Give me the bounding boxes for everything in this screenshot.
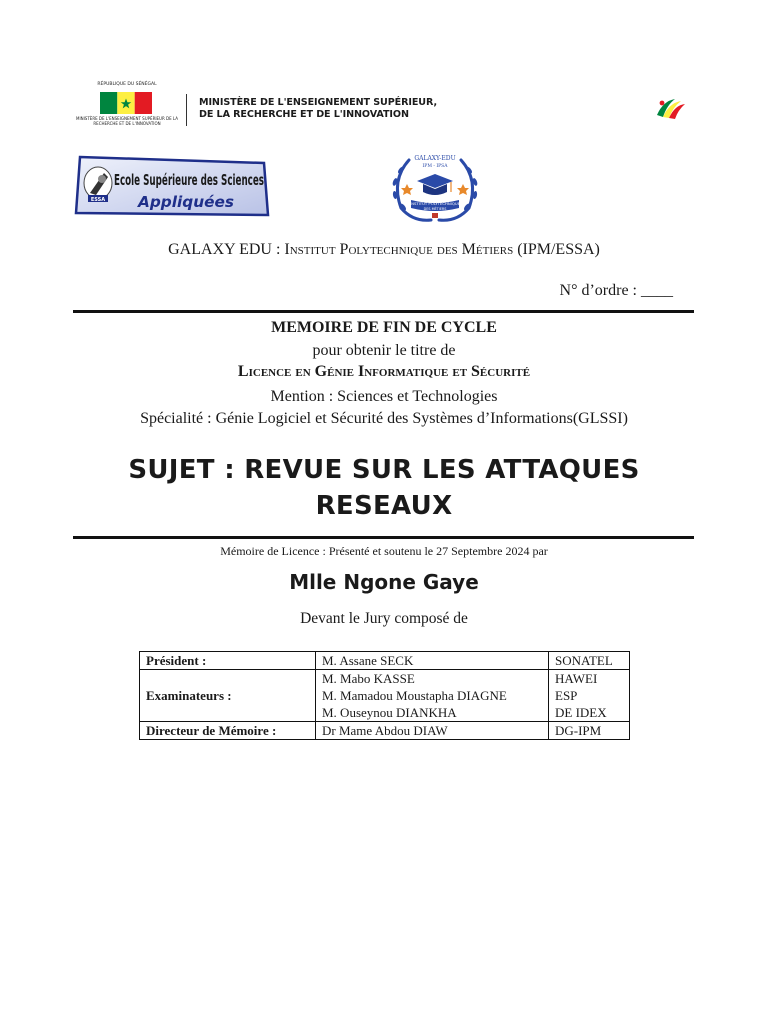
ministry-line-2: DE LA RECHERCHE ET DE L'INNOVATION — [199, 109, 409, 120]
order-number: N° d’ordre : ____ — [559, 282, 673, 299]
essa-logo — [74, 155, 270, 219]
jury-name-examinateur: M. Mabo KASSE — [322, 671, 415, 686]
table-row — [140, 722, 630, 740]
institution-name: Institut Polytechnique des Métiers — [284, 241, 514, 258]
seal-caption-bottom: MINISTÈRE DE L'ENSEIGNEMENT SUPÉRIEUR DE LA RECHERCHE ET DE L'INNOVATION — [76, 116, 178, 126]
jury-role-directeur: Directeur de Mémoire : — [140, 722, 316, 740]
jury-org-examinateur: HAWEI — [555, 671, 598, 686]
seal-caption-top: RÉPUBLIQUE DU SÉNÉGAL — [97, 82, 157, 87]
subject-title — [0, 452, 768, 524]
essa-line-1: Ecole Supérieure des Sciences — [114, 171, 265, 189]
galaxy-edu-logo — [383, 150, 487, 226]
galaxy-logo-sub: IPM - IPSA — [422, 164, 448, 169]
jury-org-examinateur: ESP — [555, 688, 578, 703]
jury-name-examinateur: M. Mamadou Moustapha DIAGNE — [322, 688, 507, 703]
galaxy-logo-ribbon-2: DES MÉTIERS — [423, 207, 447, 211]
table-row — [140, 670, 630, 722]
jury-role-examinateurs: Examinateurs : — [140, 670, 316, 722]
jury-name-president: M. Assane SECK — [316, 652, 549, 670]
obtenir-line: pour obtenir le titre de — [312, 342, 456, 359]
defense-line: Mémoire de Licence : Présenté et soutenu le 27 Septembre 2024 par — [220, 544, 548, 558]
ministry-name — [199, 97, 437, 121]
essa-badge: ESSA — [90, 197, 106, 203]
galaxy-logo-top: GALAXY-EDU — [414, 155, 456, 162]
jury-org-directeur: DG-IPM — [549, 722, 630, 740]
jury-orgs-examinateurs — [549, 670, 630, 722]
bottom-rule — [73, 536, 694, 539]
specialite-line: Spécialité : Génie Logiciel et Sécurité des Systèmes d’Informations(GLSSI) — [140, 410, 628, 427]
institution-suffix: (IPM/ESSA) — [513, 241, 600, 258]
jury-names-examinateurs — [316, 670, 549, 722]
senegal-swoosh-logo-icon — [653, 95, 687, 121]
institution-prefix: GALAXY EDU : — [168, 241, 285, 258]
mention-line: Mention : Sciences et Technologies — [270, 388, 498, 405]
jury-org-examinateur: DE IDEX — [555, 705, 607, 720]
memoire-title: MEMOIRE DE FIN DE CYCLE — [271, 319, 497, 336]
jury-intro: Devant le Jury composé de — [300, 610, 468, 627]
jury-name-examinateur: M. Ouseynou DIANKHA — [322, 705, 457, 720]
table-row — [140, 652, 630, 670]
subject-line-1: SUJET : REVUE SUR LES ATTAQUES — [128, 455, 640, 485]
jury-role-president: Président : — [140, 652, 316, 670]
header-divider — [186, 94, 187, 126]
ministry-seal — [74, 82, 180, 132]
galaxy-logo-ribbon-1: INSTITUT POLYTECHNIQUE — [410, 201, 460, 206]
jury-table — [139, 651, 630, 740]
ministry-line-1: MINISTÈRE DE L'ENSEIGNEMENT SUPÉRIEUR, — [199, 97, 437, 108]
jury-name-directeur: Dr Mame Abdou DIAW — [316, 722, 549, 740]
top-rule — [73, 310, 694, 313]
author-name: Mlle Ngone Gaye — [289, 570, 479, 594]
institution-line — [0, 241, 768, 259]
senegal-flag-icon — [100, 92, 152, 114]
essa-line-2: Appliquées — [136, 193, 235, 211]
licence-title: Licence en Génie Informatique et Sécurité — [237, 363, 531, 380]
subject-line-2: RESEAUX — [315, 491, 453, 521]
jury-org-president: SONATEL — [549, 652, 630, 670]
